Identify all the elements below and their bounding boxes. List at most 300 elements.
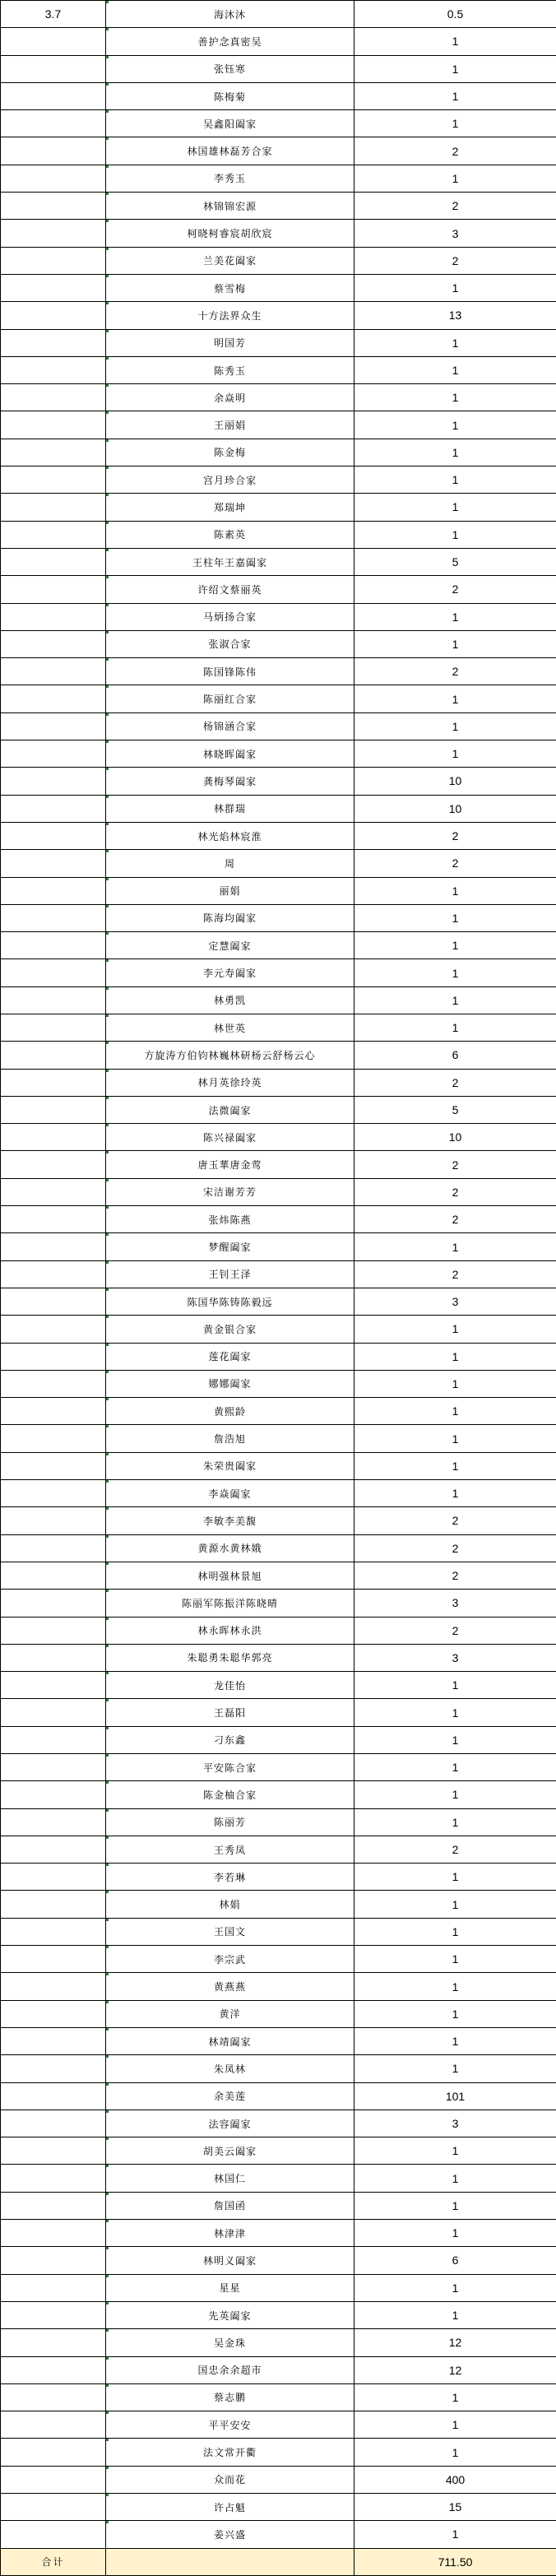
amount-cell[interactable]: 1	[354, 1808, 556, 1836]
index-cell[interactable]	[1, 1260, 106, 1288]
amount-cell[interactable]: 1	[354, 959, 556, 986]
table-row	[1, 220, 556, 247]
index-cell[interactable]	[1, 986, 106, 1014]
name-cell[interactable]: 善护念真密吴	[106, 28, 354, 55]
table-row	[1, 1864, 556, 1891]
amount-cell[interactable]: 1	[354, 877, 556, 904]
amount-cell[interactable]: 1	[354, 521, 556, 548]
name-cell[interactable]: 黄源水黄林娥	[106, 1534, 354, 1562]
name-cell[interactable]: 明国芳	[106, 329, 354, 356]
amount-cell[interactable]: 2	[354, 1260, 556, 1288]
table-row	[1, 356, 556, 383]
name-cell[interactable]: 梦醒阖家	[106, 1233, 354, 1260]
index-cell[interactable]	[1, 494, 106, 521]
name-cell[interactable]: 李宗武	[106, 1946, 354, 1973]
name-cell[interactable]: 宋洁谢芳芳	[106, 1178, 354, 1205]
amount-cell[interactable]: 1	[354, 603, 556, 630]
index-cell[interactable]	[1, 2082, 106, 2110]
amount-cell[interactable]: 1	[354, 2165, 556, 2192]
amount-cell[interactable]: 1	[354, 2301, 556, 2328]
index-cell[interactable]	[1, 1096, 106, 1123]
amount-cell[interactable]: 12	[354, 2329, 556, 2356]
index-cell[interactable]	[1, 2466, 106, 2493]
index-cell[interactable]	[1, 193, 106, 220]
name-cell[interactable]: 张钰寒	[106, 55, 354, 82]
name-cell[interactable]: 陈金梅	[106, 439, 354, 466]
name-cell[interactable]: 陈秀玉	[106, 356, 354, 383]
amount-cell[interactable]: 1	[354, 1014, 556, 1041]
table-row	[1, 1014, 556, 1041]
name-cell[interactable]: 星星	[106, 2274, 354, 2301]
index-cell[interactable]	[1, 1808, 106, 1836]
name-cell[interactable]: 胡美云阖家	[106, 2137, 354, 2165]
amount-cell[interactable]: 1	[354, 2055, 556, 2082]
index-cell[interactable]	[1, 28, 106, 55]
name-cell[interactable]: 海沐沐	[106, 1, 354, 28]
amount-cell[interactable]: 1	[354, 1370, 556, 1397]
amount-cell[interactable]: 1	[354, 1672, 556, 1699]
amount-cell[interactable]: 13	[354, 302, 556, 329]
amount-cell[interactable]: 2	[354, 1534, 556, 1562]
name-cell[interactable]: 平平安安	[106, 2411, 354, 2439]
name-cell[interactable]: 柯晓柯睿宸胡欣宸	[106, 220, 354, 247]
amount-cell[interactable]: 1	[354, 712, 556, 740]
index-cell[interactable]	[1, 1507, 106, 1534]
name-cell[interactable]: 定慧阖家	[106, 932, 354, 959]
name-cell[interactable]: 陈兴禄阖家	[106, 1124, 354, 1151]
amount-cell[interactable]: 1	[354, 494, 556, 521]
index-cell[interactable]	[1, 137, 106, 165]
amount-cell[interactable]: 1	[354, 274, 556, 301]
index-cell[interactable]	[1, 2110, 106, 2137]
sheet-body	[1, 1, 556, 2549]
name-cell[interactable]: 许占魁	[106, 2494, 354, 2521]
amount-cell[interactable]: 2	[354, 1069, 556, 1096]
index-cell[interactable]	[1, 2220, 106, 2247]
name-cell[interactable]: 法微阖家	[106, 1096, 354, 1123]
name-cell[interactable]: 林世英	[106, 1014, 354, 1041]
name-cell[interactable]: 余美莲	[106, 2082, 354, 2110]
index-cell[interactable]	[1, 2301, 106, 2328]
index-cell[interactable]	[1, 2356, 106, 2383]
name-cell[interactable]: 黄洋	[106, 2000, 354, 2027]
name-cell[interactable]: 国忠余余超市	[106, 2356, 354, 2383]
name-cell[interactable]: 林勇凯	[106, 986, 354, 1014]
amount-cell[interactable]: 6	[354, 2247, 556, 2274]
name-cell[interactable]: 方旋涛方伯钧林巍林研杨云舒杨云心	[106, 1042, 354, 1069]
index-cell[interactable]	[1, 1534, 106, 1562]
name-cell[interactable]: 吴金珠	[106, 2329, 354, 2356]
index-cell[interactable]	[1, 2000, 106, 2027]
index-cell[interactable]	[1, 1206, 106, 1233]
table-row	[1, 1836, 556, 1863]
index-cell[interactable]	[1, 1754, 106, 1781]
index-cell[interactable]	[1, 768, 106, 795]
name-cell[interactable]: 王钊王泽	[106, 1260, 354, 1288]
amount-cell[interactable]: 1	[354, 2027, 556, 2054]
index-cell[interactable]	[1, 1617, 106, 1644]
index-cell[interactable]	[1, 576, 106, 603]
amount-cell[interactable]: 2	[354, 1178, 556, 1205]
index-cell[interactable]	[1, 630, 106, 657]
name-cell[interactable]: 李元寿阖家	[106, 959, 354, 986]
index-cell[interactable]	[1, 439, 106, 466]
amount-cell[interactable]: 2	[354, 576, 556, 603]
amount-cell[interactable]: 1	[354, 2000, 556, 2027]
amount-cell[interactable]: 1	[354, 1781, 556, 1808]
name-cell[interactable]: 平安陈合家	[106, 1754, 354, 1781]
amount-cell[interactable]: 2	[354, 850, 556, 877]
name-cell[interactable]: 陈国锋陈伟	[106, 658, 354, 685]
name-cell[interactable]: 黄燕燕	[106, 1973, 354, 2000]
amount-cell[interactable]: 2	[354, 658, 556, 685]
amount-cell[interactable]: 1	[354, 932, 556, 959]
amount-cell[interactable]: 1	[354, 1343, 556, 1370]
index-cell[interactable]	[1, 466, 106, 494]
amount-cell[interactable]: 1	[354, 1233, 556, 1260]
index-cell[interactable]	[1, 2411, 106, 2439]
index-cell[interactable]	[1, 1562, 106, 1589]
amount-cell[interactable]: 2	[354, 137, 556, 165]
amount-cell[interactable]: 1	[354, 1864, 556, 1891]
amount-cell[interactable]: 1	[354, 1754, 556, 1781]
amount-cell[interactable]: 0.5	[354, 1, 556, 28]
table-row	[1, 1617, 556, 1644]
index-cell[interactable]	[1, 274, 106, 301]
index-cell[interactable]	[1, 2329, 106, 2356]
total-label-cell[interactable]: 合计	[1, 2548, 106, 2575]
name-cell[interactable]: 姜兴盛	[106, 2521, 354, 2548]
amount-cell[interactable]: 6	[354, 1042, 556, 1069]
table-row	[1, 1808, 556, 1836]
name-cell[interactable]: 十方法界众生	[106, 302, 354, 329]
index-cell[interactable]	[1, 384, 106, 411]
amount-cell[interactable]: 2	[354, 1617, 556, 1644]
name-cell[interactable]: 林明义阖家	[106, 2247, 354, 2274]
amount-cell[interactable]: 1	[354, 1480, 556, 1507]
name-cell[interactable]: 余焱明	[106, 384, 354, 411]
amount-cell[interactable]: 10	[354, 1124, 556, 1151]
index-cell[interactable]	[1, 302, 106, 329]
index-cell[interactable]	[1, 1014, 106, 1041]
amount-cell[interactable]: 1	[354, 356, 556, 383]
name-cell[interactable]: 林群瑞	[106, 795, 354, 822]
index-cell[interactable]	[1, 2383, 106, 2411]
index-cell[interactable]	[1, 2521, 106, 2548]
name-cell[interactable]: 林锦锦宏源	[106, 193, 354, 220]
index-cell[interactable]	[1, 2494, 106, 2521]
amount-cell[interactable]: 3	[354, 1590, 556, 1617]
index-cell[interactable]	[1, 740, 106, 768]
index-cell[interactable]	[1, 2274, 106, 2301]
index-cell[interactable]	[1, 1233, 106, 1260]
amount-cell[interactable]: 1	[354, 2220, 556, 2247]
index-cell[interactable]	[1, 1124, 106, 1151]
name-cell[interactable]: 众而花	[106, 2466, 354, 2493]
name-cell[interactable]: 陈国华陈铸陈毅远	[106, 1288, 354, 1315]
index-cell[interactable]	[1, 1316, 106, 1343]
name-cell[interactable]: 黄金银合家	[106, 1316, 354, 1343]
name-cell[interactable]: 陈海均阖家	[106, 904, 354, 931]
index-cell[interactable]	[1, 1918, 106, 1945]
index-cell[interactable]	[1, 1452, 106, 1479]
index-cell[interactable]	[1, 904, 106, 931]
amount-cell[interactable]: 5	[354, 1096, 556, 1123]
index-cell[interactable]	[1, 1946, 106, 1973]
index-cell[interactable]	[1, 2165, 106, 2192]
index-cell[interactable]	[1, 2439, 106, 2466]
amount-cell[interactable]: 1	[354, 466, 556, 494]
index-cell[interactable]	[1, 1425, 106, 1452]
amount-cell[interactable]: 1	[354, 110, 556, 137]
total-blank-cell[interactable]	[106, 2548, 354, 2575]
amount-cell[interactable]: 1	[354, 1398, 556, 1425]
index-cell[interactable]	[1, 356, 106, 383]
name-cell[interactable]: 郑瑞坤	[106, 494, 354, 521]
index-cell[interactable]	[1, 1590, 106, 1617]
name-cell[interactable]: 周	[106, 850, 354, 877]
index-cell[interactable]	[1, 1672, 106, 1699]
index-cell[interactable]	[1, 521, 106, 548]
name-cell[interactable]: 杨锦涵合家	[106, 712, 354, 740]
index-cell[interactable]	[1, 1343, 106, 1370]
name-cell[interactable]: 丽娟	[106, 877, 354, 904]
name-cell[interactable]: 法文常开衢	[106, 2439, 354, 2466]
amount-cell[interactable]: 1	[354, 2274, 556, 2301]
table-row	[1, 329, 556, 356]
name-cell[interactable]: 林国雄林磊芳合家	[106, 137, 354, 165]
name-cell[interactable]: 王秀凤	[106, 1836, 354, 1863]
index-cell[interactable]	[1, 1864, 106, 1891]
name-cell[interactable]: 刁东鑫	[106, 1726, 354, 1753]
amount-cell[interactable]: 1	[354, 685, 556, 712]
amount-cell[interactable]: 1	[354, 439, 556, 466]
name-cell[interactable]: 陈丽军陈振洋陈晓晴	[106, 1590, 354, 1617]
index-cell[interactable]	[1, 932, 106, 959]
index-cell[interactable]	[1, 165, 106, 192]
index-cell[interactable]	[1, 712, 106, 740]
index-cell[interactable]	[1, 1644, 106, 1671]
amount-cell[interactable]: 400	[354, 2466, 556, 2493]
name-cell[interactable]: 林靖阖家	[106, 2027, 354, 2054]
name-cell[interactable]: 许绍文蔡丽英	[106, 576, 354, 603]
index-cell[interactable]	[1, 1178, 106, 1205]
index-cell[interactable]	[1, 247, 106, 274]
index-cell[interactable]	[1, 1891, 106, 1918]
name-cell[interactable]: 张淑合家	[106, 630, 354, 657]
index-cell[interactable]	[1, 329, 106, 356]
name-cell[interactable]: 詹国函	[106, 2192, 354, 2219]
name-cell[interactable]: 詹浩旭	[106, 1425, 354, 1452]
index-cell[interactable]	[1, 850, 106, 877]
name-cell[interactable]: 朱聪勇朱聪华郭亮	[106, 1644, 354, 1671]
name-cell[interactable]: 兰美花阖家	[106, 247, 354, 274]
name-cell[interactable]: 王柱年王嘉阖家	[106, 548, 354, 575]
name-cell[interactable]: 吴鑫阳阖家	[106, 110, 354, 137]
name-cell[interactable]: 王丽娟	[106, 411, 354, 439]
name-cell[interactable]: 林国仁	[106, 2165, 354, 2192]
table-row	[1, 1946, 556, 1973]
index-cell[interactable]	[1, 548, 106, 575]
amount-cell[interactable]: 2	[354, 1562, 556, 1589]
amount-cell[interactable]: 15	[354, 2494, 556, 2521]
amount-cell[interactable]: 3	[354, 1288, 556, 1315]
amount-cell[interactable]: 1	[354, 165, 556, 192]
amount-cell[interactable]: 1	[354, 1452, 556, 1479]
name-cell[interactable]: 林月英徐玲英	[106, 1069, 354, 1096]
index-cell[interactable]	[1, 1151, 106, 1178]
amount-cell[interactable]: 1	[354, 2383, 556, 2411]
name-cell[interactable]: 朱凤林	[106, 2055, 354, 2082]
amount-cell[interactable]: 101	[354, 2082, 556, 2110]
name-cell[interactable]: 李焱阖家	[106, 1480, 354, 1507]
name-cell[interactable]: 林永晖林永洪	[106, 1617, 354, 1644]
total-row	[1, 2548, 556, 2575]
amount-cell[interactable]: 1	[354, 2521, 556, 2548]
amount-cell[interactable]: 1	[354, 384, 556, 411]
amount-cell[interactable]: 1	[354, 904, 556, 931]
index-cell[interactable]	[1, 1288, 106, 1315]
index-cell[interactable]	[1, 1699, 106, 1726]
index-cell[interactable]	[1, 603, 106, 630]
name-cell[interactable]: 陈丽芳	[106, 1808, 354, 1836]
name-cell[interactable]: 林娟	[106, 1891, 354, 1918]
table-row	[1, 2466, 556, 2493]
amount-cell[interactable]: 1	[354, 2439, 556, 2466]
amount-cell[interactable]: 10	[354, 795, 556, 822]
index-cell[interactable]	[1, 1069, 106, 1096]
amount-cell[interactable]: 1	[354, 82, 556, 109]
index-cell[interactable]: 3.7	[1, 1, 106, 28]
table-row	[1, 165, 556, 192]
name-cell[interactable]: 陈金柚合家	[106, 1781, 354, 1808]
index-cell[interactable]	[1, 1480, 106, 1507]
amount-cell[interactable]: 1	[354, 1973, 556, 2000]
name-cell[interactable]: 马炳扬合家	[106, 603, 354, 630]
index-cell[interactable]	[1, 1042, 106, 1069]
name-cell[interactable]: 李秀玉	[106, 165, 354, 192]
index-cell[interactable]	[1, 959, 106, 986]
index-cell[interactable]	[1, 795, 106, 822]
table-row	[1, 768, 556, 795]
index-cell[interactable]	[1, 2137, 106, 2165]
amount-cell[interactable]: 1	[354, 986, 556, 1014]
name-cell[interactable]: 唐玉華唐金莺	[106, 1151, 354, 1178]
amount-cell[interactable]: 2	[354, 1151, 556, 1178]
amount-cell[interactable]: 1	[354, 1891, 556, 1918]
amount-cell[interactable]: 5	[354, 548, 556, 575]
amount-cell[interactable]: 2	[354, 1206, 556, 1233]
index-cell[interactable]	[1, 220, 106, 247]
amount-cell[interactable]: 2	[354, 1836, 556, 1863]
name-cell[interactable]: 蔡志鹏	[106, 2383, 354, 2411]
index-cell[interactable]	[1, 1973, 106, 2000]
name-cell[interactable]: 林津津	[106, 2220, 354, 2247]
table-row	[1, 986, 556, 1014]
name-cell[interactable]: 朱荣贵阖家	[106, 1452, 354, 1479]
index-cell[interactable]	[1, 1726, 106, 1753]
amount-cell[interactable]: 1	[354, 329, 556, 356]
amount-cell[interactable]: 1	[354, 1699, 556, 1726]
name-cell[interactable]: 龙佳怡	[106, 1672, 354, 1699]
amount-cell[interactable]: 1	[354, 630, 556, 657]
name-cell[interactable]: 王磊阳	[106, 1699, 354, 1726]
index-cell[interactable]	[1, 822, 106, 849]
amount-cell[interactable]: 1	[354, 2411, 556, 2439]
amount-cell[interactable]: 1	[354, 1425, 556, 1452]
amount-cell[interactable]: 1	[354, 1726, 556, 1753]
name-cell[interactable]: 法容阖家	[106, 2110, 354, 2137]
name-cell[interactable]: 娜娜阖家	[106, 1370, 354, 1397]
name-cell[interactable]: 李敏李美馥	[106, 1507, 354, 1534]
name-cell[interactable]: 张炜陈燕	[106, 1206, 354, 1233]
index-cell[interactable]	[1, 658, 106, 685]
name-cell[interactable]: 陈丽红合家	[106, 685, 354, 712]
name-cell[interactable]: 宫月珍合家	[106, 466, 354, 494]
amount-cell[interactable]: 1	[354, 2137, 556, 2165]
table-row	[1, 2301, 556, 2328]
name-cell[interactable]: 陈素英	[106, 521, 354, 548]
name-cell[interactable]: 陈梅菊	[106, 82, 354, 109]
index-cell[interactable]	[1, 2027, 106, 2054]
amount-cell[interactable]: 1	[354, 1946, 556, 1973]
table-row	[1, 1233, 556, 1260]
amount-cell[interactable]: 10	[354, 768, 556, 795]
amount-cell[interactable]: 1	[354, 2192, 556, 2219]
table-row	[1, 1370, 556, 1397]
name-cell[interactable]: 李若琳	[106, 1864, 354, 1891]
amount-cell[interactable]: 3	[354, 220, 556, 247]
name-cell[interactable]: 龚梅琴阖家	[106, 768, 354, 795]
amount-cell[interactable]: 1	[354, 28, 556, 55]
amount-cell[interactable]: 1	[354, 1918, 556, 1945]
index-cell[interactable]	[1, 1836, 106, 1863]
total-amount-cell[interactable]: 711.50	[354, 2548, 556, 2575]
index-cell[interactable]	[1, 1398, 106, 1425]
amount-cell[interactable]: 3	[354, 2110, 556, 2137]
amount-cell[interactable]: 2	[354, 247, 556, 274]
index-cell[interactable]	[1, 411, 106, 439]
name-cell[interactable]: 林明强林景旭	[106, 1562, 354, 1589]
amount-cell[interactable]: 3	[354, 1644, 556, 1671]
index-cell[interactable]	[1, 2055, 106, 2082]
index-cell[interactable]	[1, 82, 106, 109]
name-cell[interactable]: 林晓晖阖家	[106, 740, 354, 768]
name-cell[interactable]: 王国文	[106, 1918, 354, 1945]
index-cell[interactable]	[1, 2247, 106, 2274]
amount-cell[interactable]: 1	[354, 740, 556, 768]
index-cell[interactable]	[1, 55, 106, 82]
amount-cell[interactable]: 2	[354, 1507, 556, 1534]
index-cell[interactable]	[1, 877, 106, 904]
index-cell[interactable]	[1, 110, 106, 137]
amount-cell[interactable]: 1	[354, 55, 556, 82]
amount-cell[interactable]: 2	[354, 822, 556, 849]
name-cell[interactable]: 先英阖家	[106, 2301, 354, 2328]
index-cell[interactable]	[1, 1781, 106, 1808]
name-cell[interactable]: 林光焰林宸淮	[106, 822, 354, 849]
amount-cell[interactable]: 12	[354, 2356, 556, 2383]
index-cell[interactable]	[1, 685, 106, 712]
amount-cell[interactable]: 2	[354, 193, 556, 220]
amount-cell[interactable]: 1	[354, 411, 556, 439]
name-cell[interactable]: 蔡雪梅	[106, 274, 354, 301]
name-cell[interactable]: 黄熙龄	[106, 1398, 354, 1425]
index-cell[interactable]	[1, 1370, 106, 1397]
amount-cell[interactable]: 1	[354, 1316, 556, 1343]
index-cell[interactable]	[1, 2192, 106, 2219]
name-cell[interactable]: 莲花阖家	[106, 1343, 354, 1370]
